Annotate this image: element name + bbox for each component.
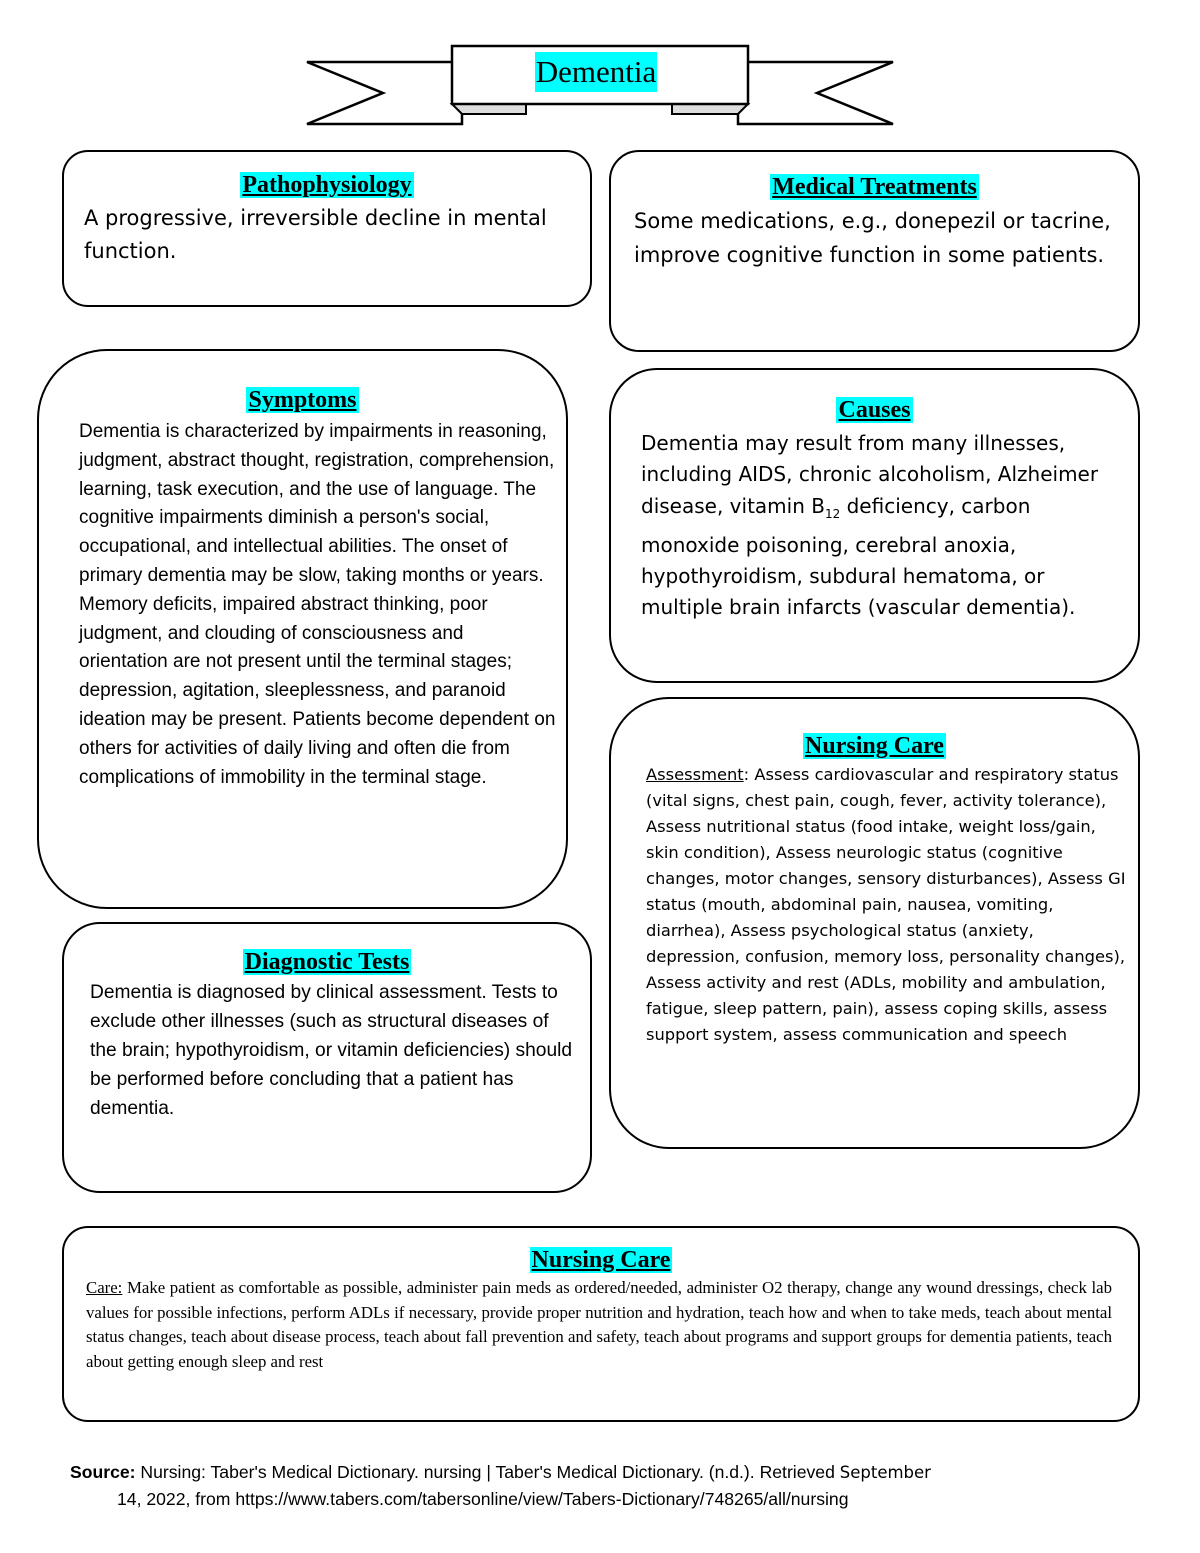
nursing-care-assessment-heading: Nursing Care [805, 733, 944, 759]
pathophysiology-heading: Pathophysiology [242, 172, 412, 198]
banner-right-fold [672, 104, 748, 114]
source-line1: Nursing: Taber's Medical Dictionary. nursing | Taber's Medical Dictionary. (n.d.). Retrieved [135, 1462, 840, 1482]
banner-right-ribbon [738, 62, 893, 124]
assessment-body: : Assess cardiovascular and respiratory status (vital signs, chest pain, cough, fever, activity tolerance), Assess nutritional status (food intake, weight loss/gain, skin condition), Assess neurologic status (cognitive changes, motor changes, sensory disturbances), Assess GI status (mouth, abdominal pain, nausea, vomiting, diarrhea), Assess psychological status (anxiety, depression, confusion, memory loss, personality changes), Assess activity and rest (ADLs, mobility and ambulation, fatigue, sleep pattern, pain), assess coping skills, assess support system, assess communication and speech [646, 765, 1126, 1044]
diagnostic-tests-box [62, 922, 592, 1193]
banner-left-fold [452, 104, 526, 114]
causes-subscript: 12 [824, 506, 841, 521]
assessment-label: Assessment [646, 765, 744, 784]
nursing-care-care-heading: Nursing Care [531, 1247, 671, 1273]
causes-text-after: deficiency, carbon monoxide poisoning, cerebral anoxia, hypothyroidism, subdural hematoma, or multiple brain infarcts (vascular dementia). [641, 493, 1076, 620]
page-title: Dementia [535, 52, 657, 92]
source-date-part: September [839, 1463, 931, 1482]
pathophysiology-box [62, 150, 592, 307]
causes-box [609, 368, 1140, 683]
nursing-care-care-text [64, 1274, 1138, 1374]
nursing-care-care-box [62, 1226, 1140, 1422]
source-citation [70, 1459, 1130, 1513]
causes-text-before: Dementia may result from many illnesses, including AIDS, chronic alcoholism, Alzheimer disease, vitamin B [641, 431, 1099, 518]
diagnostic-tests-heading: Diagnostic Tests [244, 949, 410, 975]
medical-treatments-text: Some medications, e.g., donepezil or tacrine, improve cognitive function in some patients. [634, 209, 1111, 267]
diagnostic-tests-text: Dementia is diagnosed by clinical assessment. Tests to exclude other illnesses (such as structural diseases of the brain; hypothyroidism, or vitamin deficiencies) should be performed before concluding that a patient has dementia. [90, 982, 573, 1119]
source-label: Source: [70, 1462, 136, 1482]
pathophysiology-text: A progressive, irreversible decline in mental function. [84, 206, 547, 263]
causes-text [611, 424, 1138, 624]
causes-heading: Causes [838, 397, 911, 423]
nursing-care-assessment-text [611, 760, 1138, 1048]
source-line2: 14, 2022, from https://www.tabers.com/tabersonline/view/Tabers-Dictionary/748265/all/nursing [117, 1489, 849, 1509]
banner-left-ribbon [307, 62, 462, 124]
nursing-care-assessment-box [609, 697, 1140, 1149]
symptoms-heading: Symptoms [248, 387, 357, 413]
care-label: Care: [86, 1278, 123, 1297]
medical-treatments-box [609, 150, 1140, 352]
symptoms-box [37, 349, 568, 909]
care-body: Make patient as comfortable as possible, administer pain meds as ordered/needed, administer O2 therapy, change any wound dressings, check lab values for possible infections, perform ADLs if necessary, provide proper nutrition and hydration, teach how and when to take meds, teach about mental status changes, teach about disease process, teach about fall prevention and safety, teach about programs and support groups for dementia patients, teach about getting enough sleep and rest [86, 1278, 1112, 1371]
medical-treatments-heading: Medical Treatments [772, 174, 977, 200]
symptoms-text: Dementia is characterized by impairments in reasoning, judgment, abstract thought, registration, comprehension, learning, task execution, and the use of language. The cognitive impairments diminish a person's social, occupational, and intellectual abilities. The onset of primary dementia may be slow, taking months or years. Memory deficits, impaired abstract thinking, poor judgment, and clouding of consciousness and orientation are not present until the terminal stages; depression, agitation, sleeplessness, and paranoid ideation may be present. Patients become dependent on others for activities of daily living and often die from complications of immobility in the terminal stage. [79, 421, 556, 788]
